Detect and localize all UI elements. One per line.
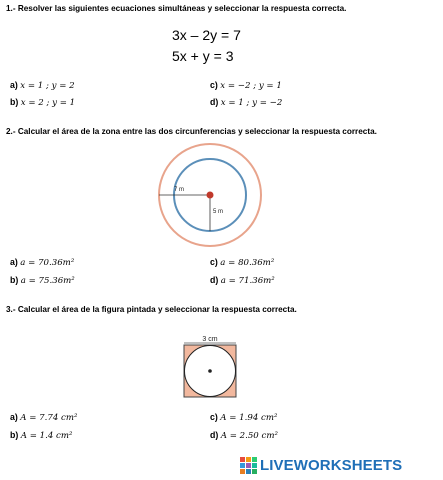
option-value: x = 1 ; y = −2 bbox=[220, 98, 283, 108]
brand-name: LIVEWORKSHEETS bbox=[260, 457, 403, 474]
logo-square bbox=[240, 457, 245, 462]
option-value: a = 75.36m² bbox=[20, 276, 75, 286]
option-letter: c) bbox=[210, 80, 218, 90]
logo-square bbox=[246, 457, 251, 462]
option-value: A = 7.74 cm² bbox=[20, 413, 78, 423]
liveworksheets-logo bbox=[240, 457, 402, 474]
option-letter: b) bbox=[10, 275, 19, 285]
shaded-square-figure bbox=[178, 332, 242, 400]
q3-option-a[interactable] bbox=[10, 412, 77, 423]
logo-square bbox=[240, 463, 245, 468]
q3-option-d[interactable] bbox=[210, 430, 278, 441]
logo-square bbox=[252, 469, 257, 474]
question-1-title: 1.- Resolver las siguientes ecuaciones simultáneas y seleccionar la respuesta correcta. bbox=[6, 4, 347, 13]
center-point bbox=[207, 192, 214, 199]
logo-grid-icon bbox=[240, 457, 257, 474]
q2-option-d[interactable] bbox=[210, 275, 275, 286]
q2-option-a[interactable] bbox=[10, 257, 74, 268]
question-2-title: 2.- Calcular el área de la zona entre las dos circunferencias y seleccionar la respuesta correcta. bbox=[6, 127, 377, 136]
option-value: a = 80.36m² bbox=[220, 258, 275, 268]
inner-radius-label: 5 m bbox=[213, 209, 224, 215]
q2-option-b[interactable] bbox=[10, 275, 75, 286]
option-value: x = −2 ; y = 1 bbox=[220, 81, 282, 91]
q3-option-b[interactable] bbox=[10, 430, 72, 441]
side-length-label: 3 cm bbox=[202, 336, 218, 343]
option-value: a = 70.36m² bbox=[20, 258, 75, 268]
option-value: A = 2.50 cm² bbox=[220, 431, 278, 441]
concentric-circles-figure bbox=[152, 140, 268, 256]
logo-square bbox=[246, 463, 251, 468]
logo-square bbox=[252, 463, 257, 468]
option-letter: d) bbox=[210, 275, 219, 285]
outer-radius-label: 7 m bbox=[174, 187, 185, 193]
q1-option-a[interactable] bbox=[10, 80, 75, 91]
option-value: A = 1.94 cm² bbox=[220, 413, 278, 423]
option-value: a = 71.36m² bbox=[220, 276, 275, 286]
option-letter: b) bbox=[10, 430, 19, 440]
q1-option-d[interactable] bbox=[210, 97, 282, 108]
option-letter: d) bbox=[210, 97, 219, 107]
option-value: x = 2 ; y = 1 bbox=[20, 98, 76, 108]
equation-2: 5x + y = 3 bbox=[172, 48, 234, 64]
q2-option-c[interactable] bbox=[210, 257, 274, 268]
q1-option-c[interactable] bbox=[210, 80, 282, 91]
option-letter: a) bbox=[10, 257, 18, 267]
option-letter: a) bbox=[10, 80, 18, 90]
logo-square bbox=[252, 457, 257, 462]
q1-option-b[interactable] bbox=[10, 97, 75, 108]
question-3-title: 3.- Calcular el área de la figura pintada y seleccionar la respuesta correcta. bbox=[6, 305, 297, 314]
option-letter: d) bbox=[210, 430, 219, 440]
option-letter: a) bbox=[10, 412, 18, 422]
q3-option-c[interactable] bbox=[210, 412, 277, 423]
equation-1: 3x – 2y = 7 bbox=[172, 27, 241, 43]
logo-square bbox=[246, 469, 251, 474]
circle-center-point bbox=[208, 369, 212, 373]
option-letter: b) bbox=[10, 97, 19, 107]
option-letter: c) bbox=[210, 412, 218, 422]
option-value: A = 1.4 cm² bbox=[20, 431, 73, 441]
option-letter: c) bbox=[210, 257, 218, 267]
logo-square bbox=[240, 469, 245, 474]
option-value: x = 1 ; y = 2 bbox=[20, 81, 75, 91]
